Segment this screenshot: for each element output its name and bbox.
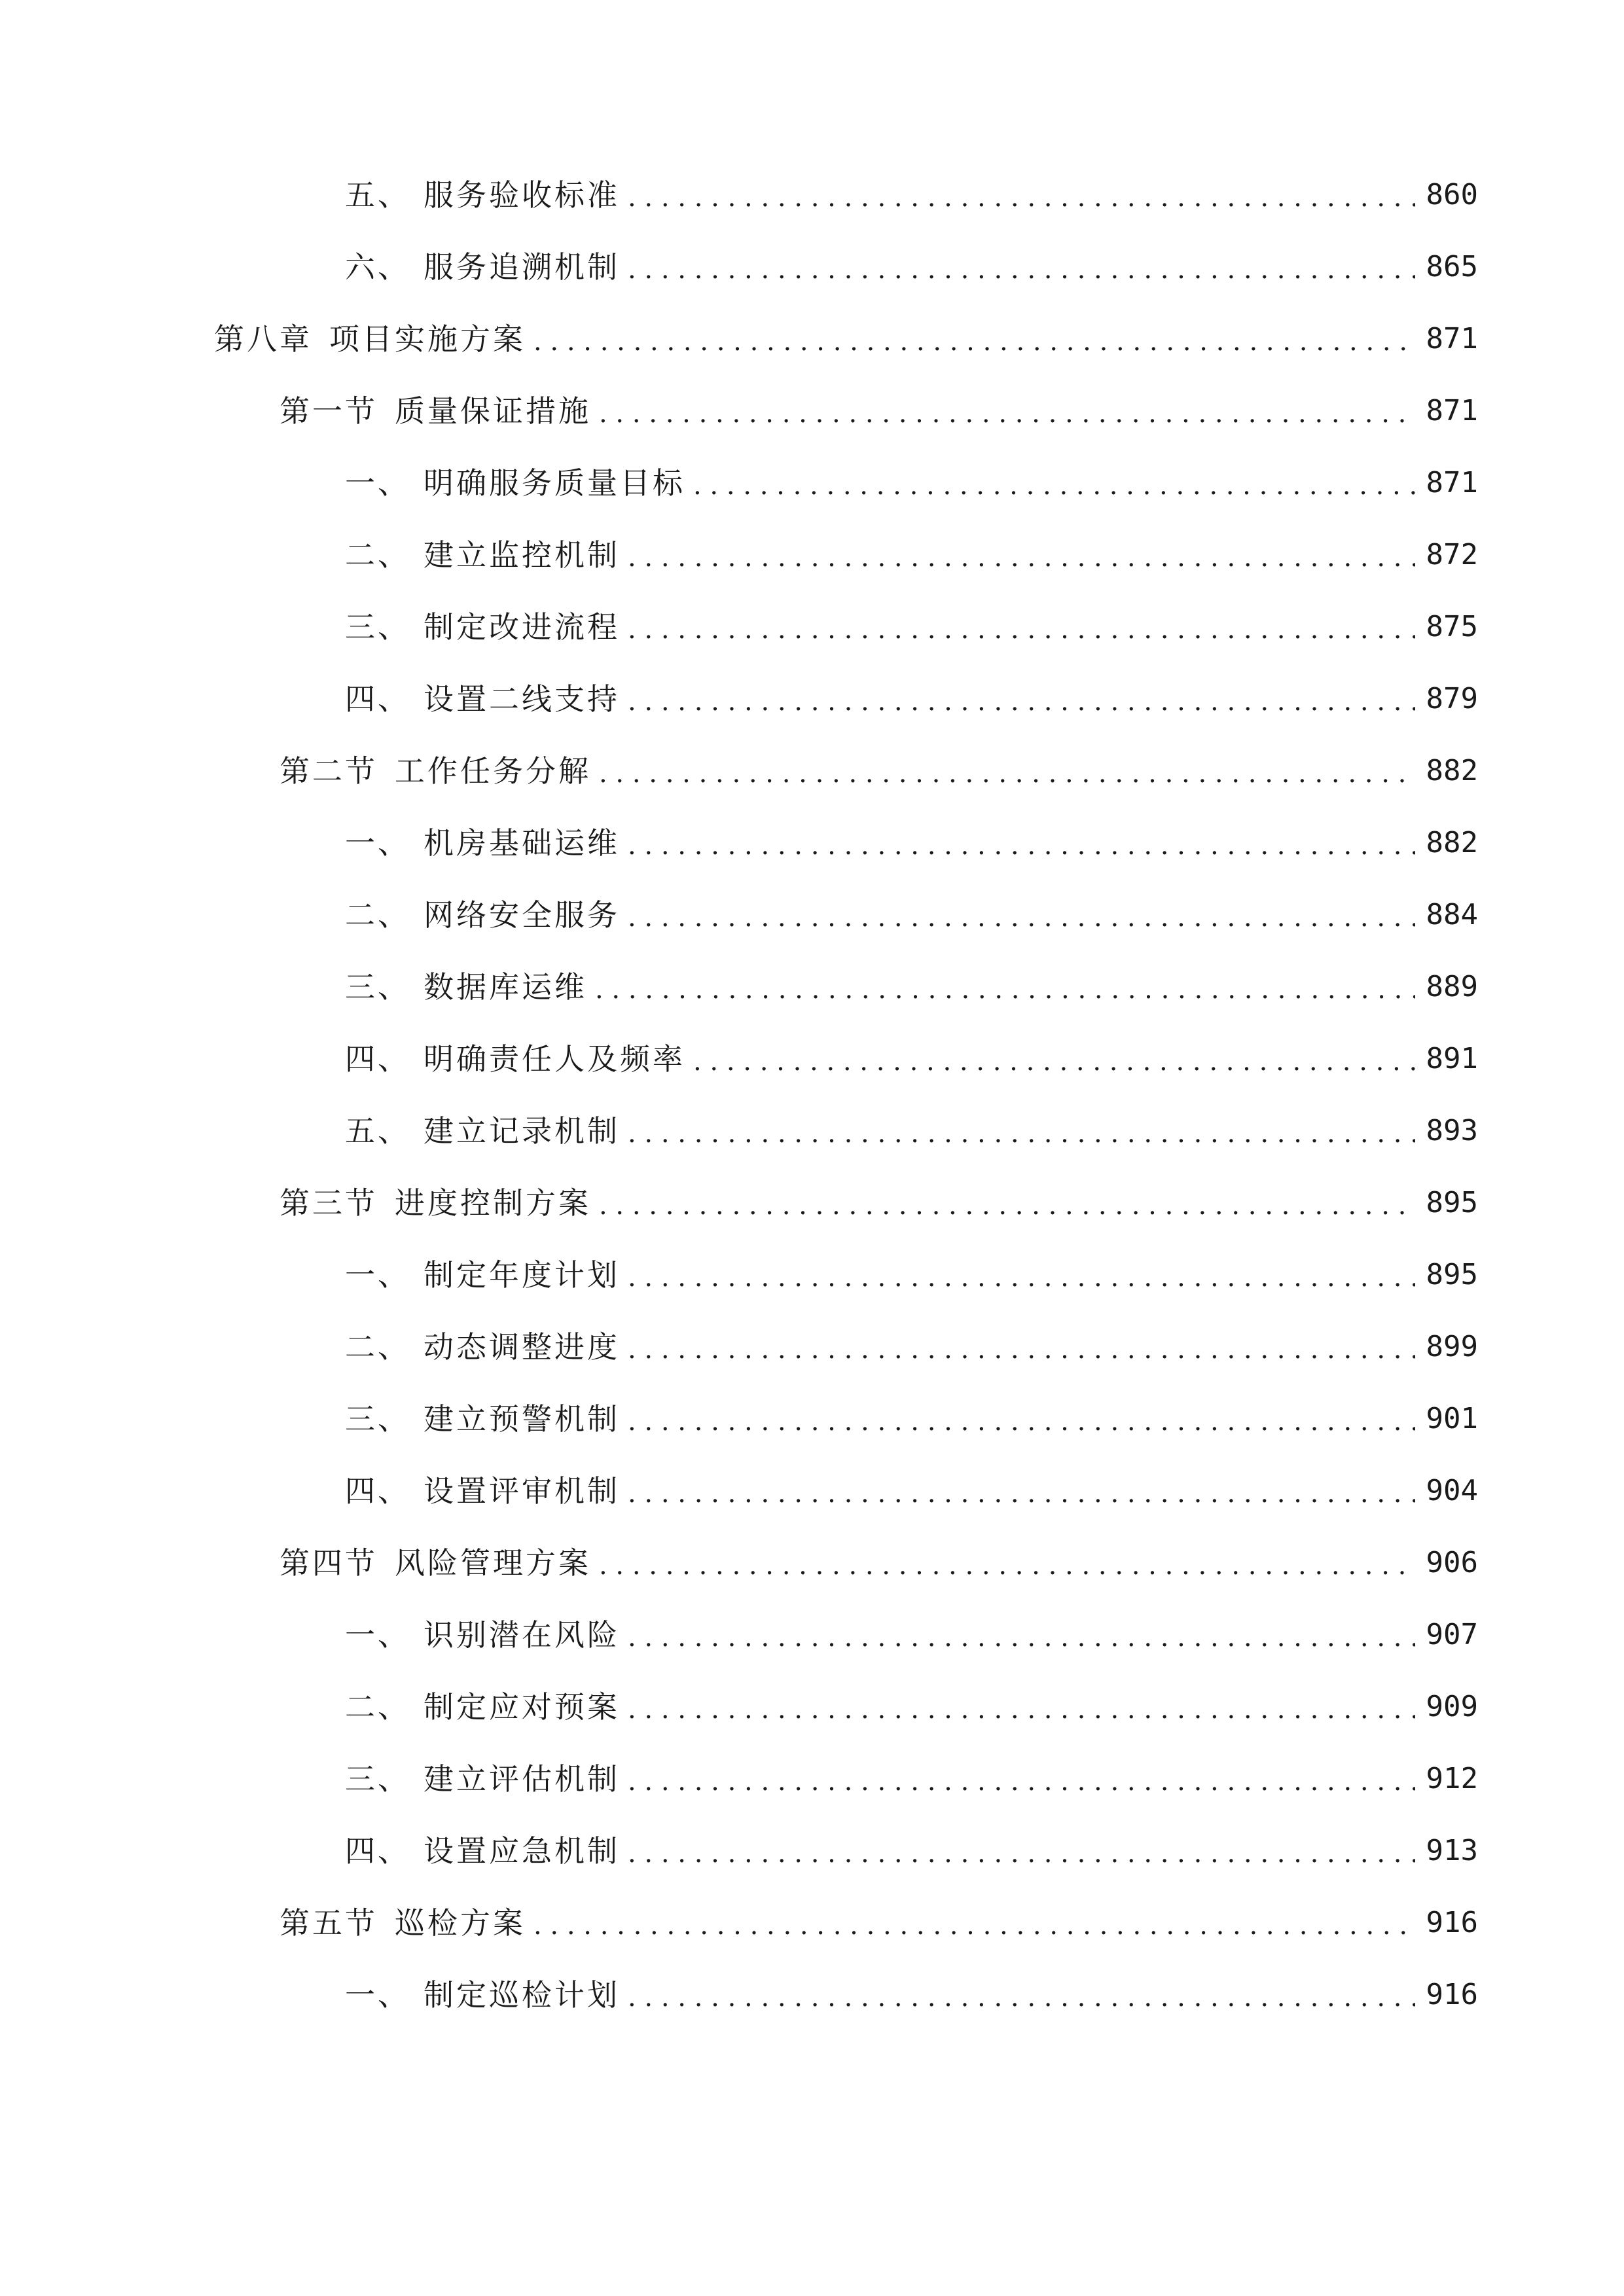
toc-subsection-entry[interactable] [345, 1108, 1478, 1154]
toc-entry-page-number: 909 [1426, 1690, 1478, 1723]
toc-dot-leader [628, 1471, 1415, 1514]
toc-entry-number: 四、 [345, 1473, 410, 1509]
toc-entry-number: 二、 [345, 1689, 410, 1725]
toc-entry-page-number: 882 [1426, 826, 1478, 859]
toc-entry-number: 二、 [345, 1329, 410, 1365]
toc-dot-leader [599, 751, 1415, 794]
toc-entry-title: 明确服务质量目标 [424, 465, 685, 501]
toc-entry-title: 识别潜在风险 [424, 1617, 620, 1653]
toc-entry-title: 进度控制方案 [395, 1185, 591, 1221]
toc-entry-title: 制定年度计划 [424, 1257, 620, 1293]
toc-entry-page-number: 872 [1426, 538, 1478, 571]
toc-entry-title: 建立监控机制 [424, 537, 620, 573]
toc-entry-page-number: 901 [1426, 1402, 1478, 1435]
toc-entry-title: 风险管理方案 [395, 1545, 591, 1581]
toc-dot-leader [628, 1831, 1415, 1874]
toc-entry-number: 一、 [345, 825, 410, 861]
toc-entry-title: 工作任务分解 [395, 753, 591, 789]
toc-entry-number: 三、 [345, 1761, 410, 1797]
toc-entry-number: 六、 [345, 249, 410, 285]
toc-section-entry[interactable] [280, 1180, 1478, 1226]
toc-dot-leader [628, 1759, 1415, 1802]
toc-subsection-entry[interactable] [345, 244, 1478, 290]
toc-section-entry[interactable] [280, 388, 1478, 434]
toc-entry-title: 服务追溯机制 [424, 249, 620, 285]
toc-section-entry[interactable] [280, 1900, 1478, 1946]
toc-subsection-entry[interactable] [345, 1396, 1478, 1442]
toc-subsection-entry[interactable] [345, 460, 1478, 506]
toc-dot-leader [628, 1975, 1415, 2018]
toc-dot-leader [628, 823, 1415, 866]
toc-dot-leader [628, 607, 1415, 650]
toc-dot-leader [693, 1039, 1415, 1082]
toc-chapter-entry[interactable] [214, 316, 1478, 362]
toc-entry-number: 第八章 [214, 321, 312, 357]
toc-entry-number: 四、 [345, 1041, 410, 1077]
toc-subsection-entry[interactable] [345, 532, 1478, 578]
toc-subsection-entry[interactable] [345, 892, 1478, 938]
toc-subsection-entry[interactable] [345, 1036, 1478, 1082]
toc-entry-page-number: 916 [1426, 1978, 1478, 2011]
toc-dot-leader [628, 679, 1415, 722]
toc-entry-number: 一、 [345, 1617, 410, 1653]
toc-entry-title: 设置应急机制 [424, 1833, 620, 1869]
toc-entry-number: 三、 [345, 969, 410, 1005]
toc-entry-page-number: 893 [1426, 1114, 1478, 1147]
toc-entry-page-number: 916 [1426, 1906, 1478, 1939]
toc-dot-leader [628, 1255, 1415, 1298]
toc-entry-page-number: 895 [1426, 1186, 1478, 1219]
toc-subsection-entry[interactable] [345, 1324, 1478, 1370]
toc-entry-number: 一、 [345, 1257, 410, 1293]
toc-entry-page-number: 871 [1426, 394, 1478, 427]
toc-entry-title: 机房基础运维 [424, 825, 620, 861]
toc-entry-number: 三、 [345, 1401, 410, 1437]
toc-entry-number: 一、 [345, 465, 410, 501]
toc-entry-title: 制定应对预案 [424, 1689, 620, 1725]
toc-entry-page-number: 860 [1426, 178, 1478, 211]
toc-subsection-entry[interactable] [345, 964, 1478, 1010]
toc-dot-leader [533, 1903, 1415, 1946]
toc-entry-title: 明确责任人及频率 [424, 1041, 685, 1077]
toc-section-entry[interactable] [280, 748, 1478, 794]
toc-subsection-entry[interactable] [345, 1828, 1478, 1874]
toc-subsection-entry[interactable] [345, 1756, 1478, 1802]
toc-dot-leader [628, 1687, 1415, 1730]
toc-entry-title: 数据库运维 [424, 969, 587, 1005]
toc-subsection-entry[interactable] [345, 1972, 1478, 2018]
toc-entry-page-number: 907 [1426, 1618, 1478, 1651]
toc-entry-title: 设置评审机制 [424, 1473, 620, 1509]
toc-dot-leader [628, 1327, 1415, 1370]
toc-entry-number: 一、 [345, 1977, 410, 2013]
toc-dot-leader [599, 391, 1415, 434]
toc-entry-number: 第一节 [280, 393, 378, 429]
toc-entry-title: 项目实施方案 [329, 321, 526, 357]
toc-dot-leader [533, 319, 1415, 362]
toc-entry-title: 设置二线支持 [424, 681, 620, 717]
toc-entry-page-number: 882 [1426, 754, 1478, 787]
toc-section-entry[interactable] [280, 1540, 1478, 1586]
toc-entry-page-number: 913 [1426, 1834, 1478, 1867]
toc-entry-page-number: 871 [1426, 322, 1478, 355]
toc-entry-page-number: 875 [1426, 610, 1478, 643]
toc-entry-title: 质量保证措施 [395, 393, 591, 429]
toc-entry-number: 三、 [345, 609, 410, 645]
toc-entry-number: 第五节 [280, 1905, 378, 1941]
toc-entry-title: 建立评估机制 [424, 1761, 620, 1797]
toc-entry-page-number: 884 [1426, 898, 1478, 931]
toc-entry-title: 制定改进流程 [424, 609, 620, 645]
toc-entry-number: 第四节 [280, 1545, 378, 1581]
toc-subsection-entry[interactable] [345, 1684, 1478, 1730]
toc-dot-leader [693, 463, 1415, 506]
toc-entry-title: 制定巡检计划 [424, 1977, 620, 2013]
toc-entry-page-number: 871 [1426, 466, 1478, 499]
toc-dot-leader [599, 1183, 1415, 1226]
toc-entry-number: 四、 [345, 1833, 410, 1869]
toc-dot-leader [595, 967, 1415, 1010]
toc-entry-number: 二、 [345, 537, 410, 573]
toc-entry-title: 建立记录机制 [424, 1113, 620, 1149]
toc-subsection-entry[interactable] [345, 1612, 1478, 1658]
toc-subsection-entry[interactable] [345, 820, 1478, 866]
toc-entry-page-number: 879 [1426, 682, 1478, 715]
toc-subsection-entry[interactable] [345, 604, 1478, 650]
toc-entry-page-number: 889 [1426, 970, 1478, 1003]
toc-dot-leader [628, 895, 1415, 938]
toc-entry-number: 二、 [345, 897, 410, 933]
toc-subsection-entry[interactable] [345, 172, 1478, 218]
toc-entry-title: 巡检方案 [395, 1905, 526, 1941]
toc-subsection-entry[interactable] [345, 1252, 1478, 1298]
toc-entry-page-number: 895 [1426, 1258, 1478, 1291]
toc-entry-title: 网络安全服务 [424, 897, 620, 933]
toc-dot-leader [628, 247, 1415, 290]
toc-dot-leader [628, 1615, 1415, 1658]
toc-entry-number: 第二节 [280, 753, 378, 789]
toc-entry-page-number: 912 [1426, 1762, 1478, 1795]
toc-subsection-entry[interactable] [345, 676, 1478, 722]
toc-dot-leader [628, 175, 1415, 218]
toc-entry-title: 建立预警机制 [424, 1401, 620, 1437]
toc-dot-leader [628, 535, 1415, 578]
toc-entry-page-number: 865 [1426, 250, 1478, 283]
toc-entry-title: 服务验收标准 [424, 177, 620, 213]
toc-dot-leader [599, 1543, 1415, 1586]
toc-entry-title: 动态调整进度 [424, 1329, 620, 1365]
toc-entry-number: 第三节 [280, 1185, 378, 1221]
toc-entry-number: 四、 [345, 681, 410, 717]
toc-entry-number: 五、 [345, 177, 410, 213]
toc-entry-page-number: 891 [1426, 1042, 1478, 1075]
toc-dot-leader [628, 1399, 1415, 1442]
toc-entry-page-number: 904 [1426, 1474, 1478, 1507]
toc-entry-page-number: 906 [1426, 1546, 1478, 1579]
toc-subsection-entry[interactable] [345, 1468, 1478, 1514]
toc-dot-leader [628, 1111, 1415, 1154]
toc-entry-number: 五、 [345, 1113, 410, 1149]
toc-entry-page-number: 899 [1426, 1330, 1478, 1363]
